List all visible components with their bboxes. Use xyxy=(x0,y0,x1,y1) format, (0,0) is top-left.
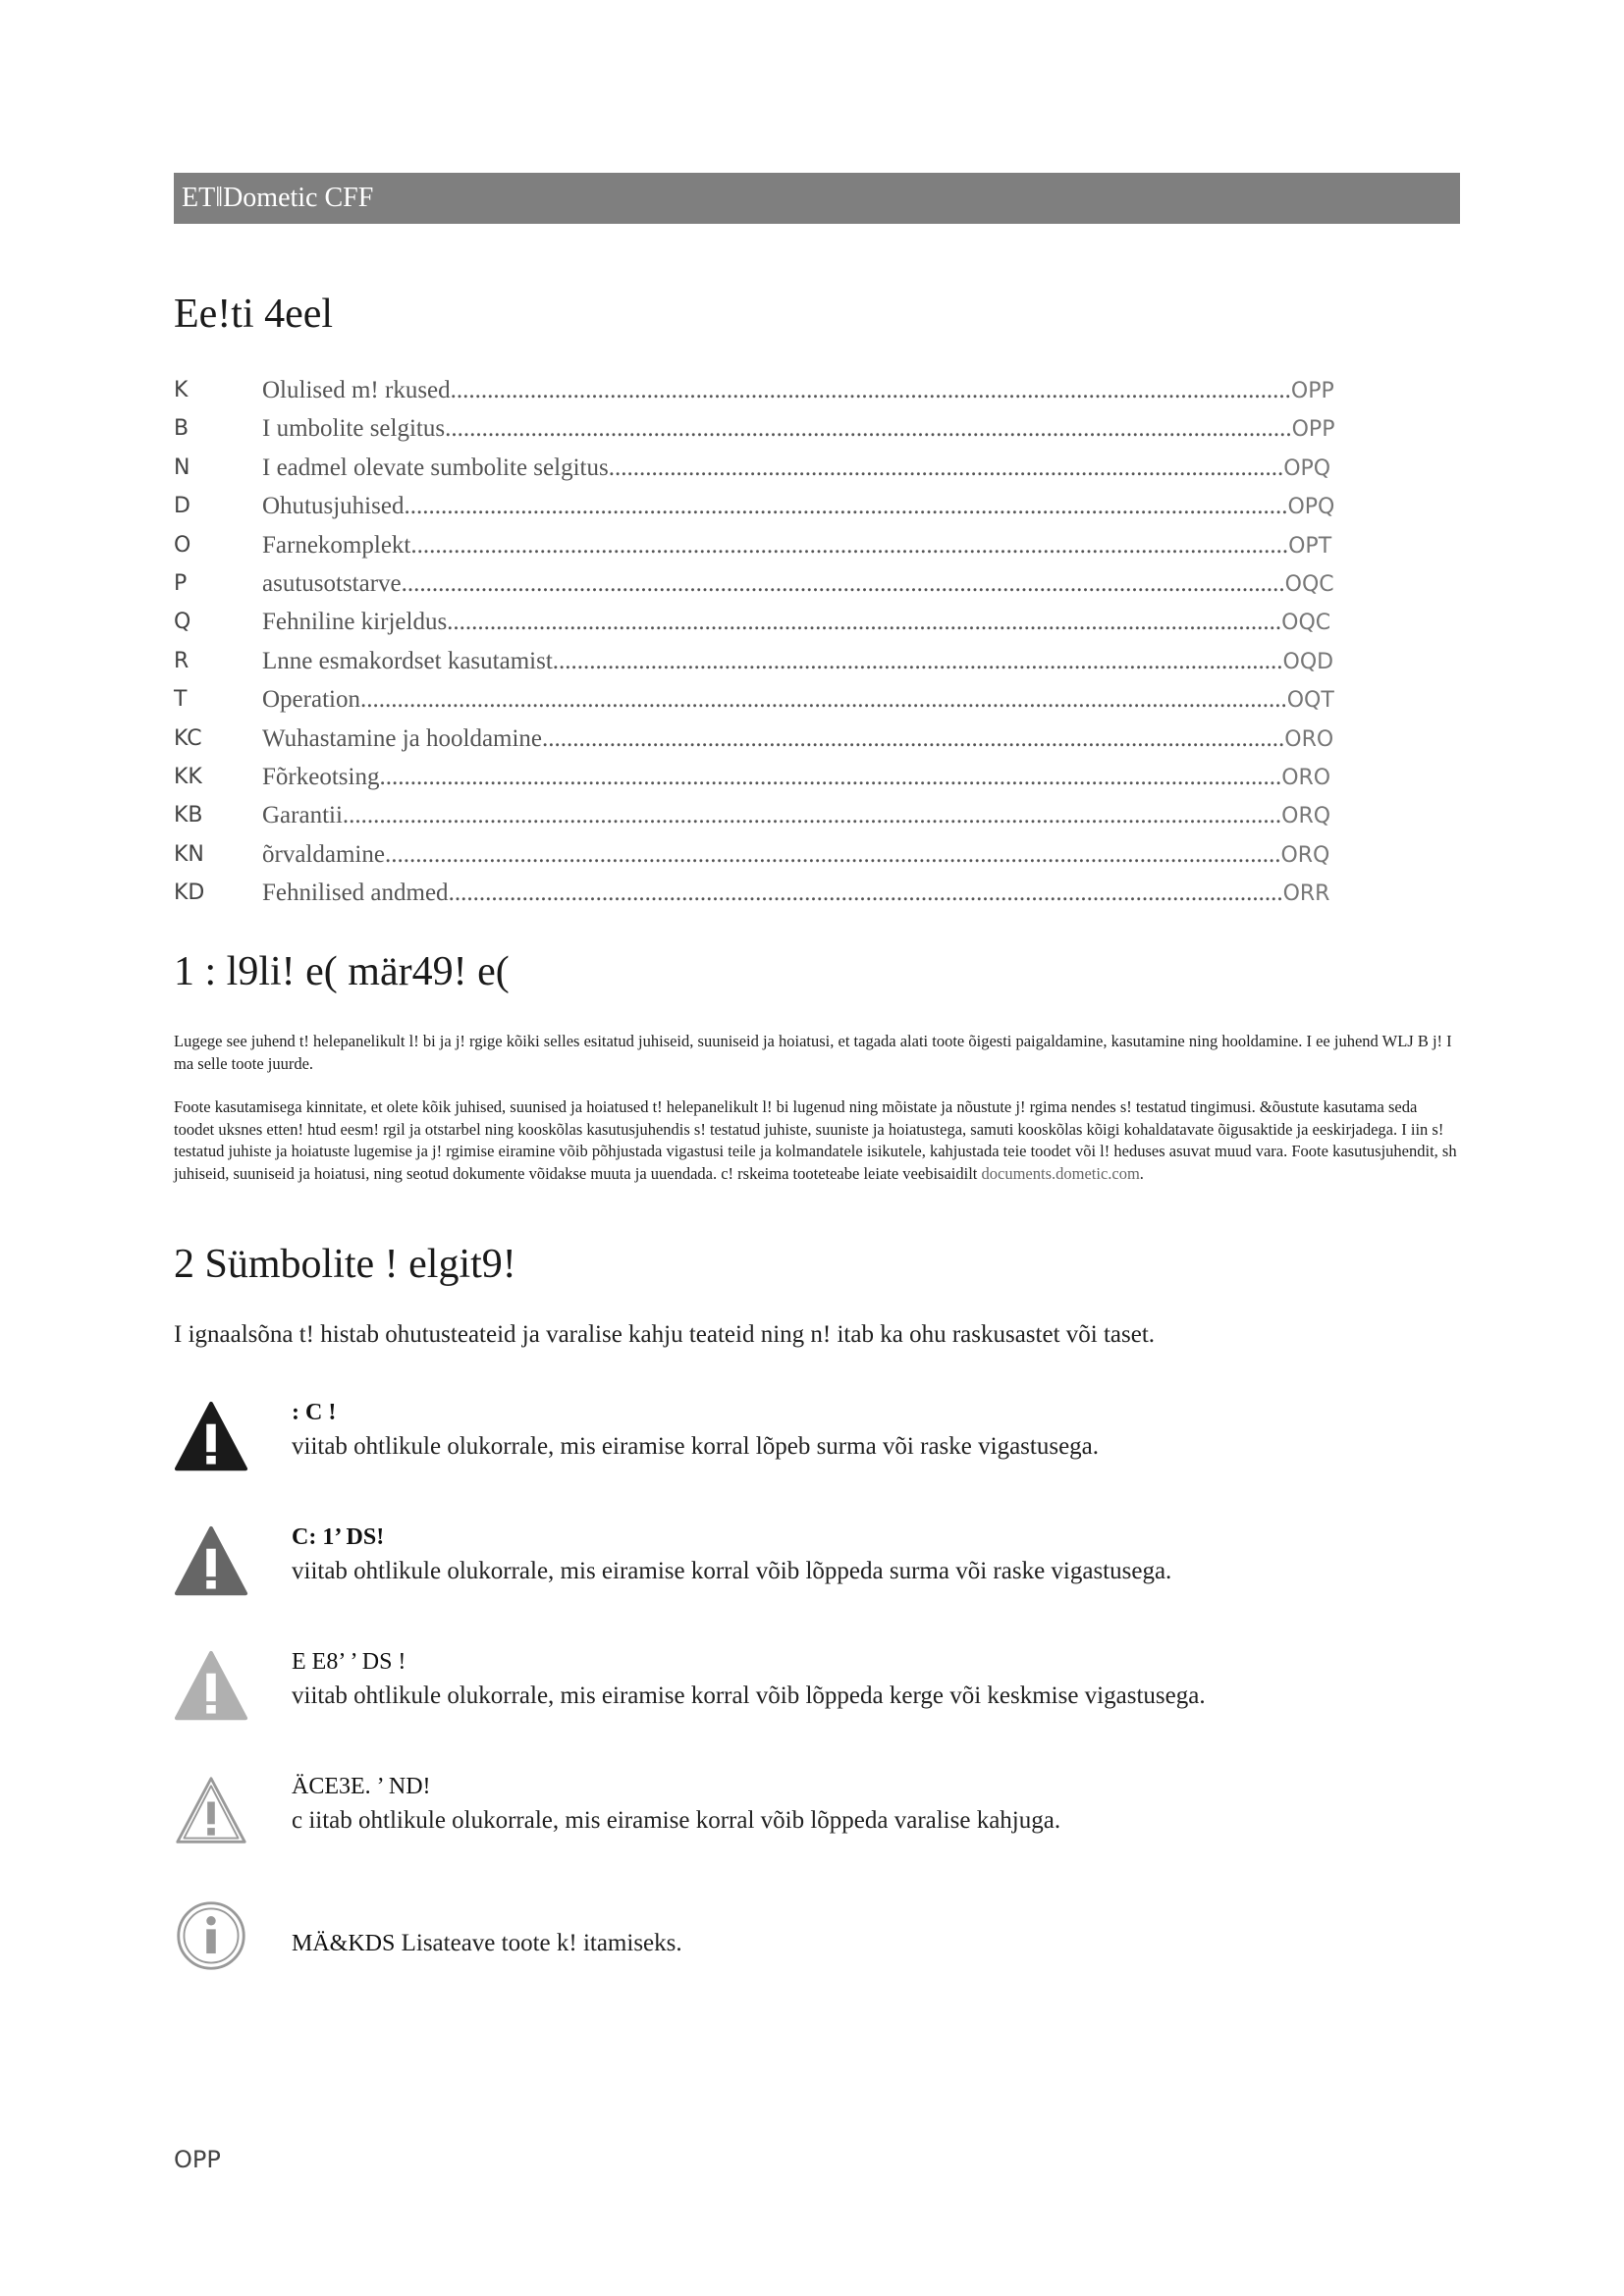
documents-link[interactable]: documents.dometic.com xyxy=(981,1163,1140,1183)
document-header-bar xyxy=(174,173,1460,224)
toc-entry-page: OQC xyxy=(1284,571,1334,597)
toc-entry-number: D xyxy=(174,494,190,519)
toc-entry-title: Lnne esmakordset kasutamist xyxy=(262,647,553,674)
toc-entry-line xyxy=(262,796,1330,835)
toc-entry[interactable] xyxy=(174,680,1352,719)
toc-entry[interactable] xyxy=(174,874,1352,912)
toc-entry-title: Fõrkeotsing xyxy=(262,763,380,790)
signal-word-warning: C: 1’ DS! xyxy=(292,1524,385,1550)
toc-entry-page: OQD xyxy=(1282,649,1334,674)
signal-notice xyxy=(174,1774,1460,1862)
toc-entry-page: OPQ xyxy=(1287,495,1335,520)
toc-entry-page: OPQ xyxy=(1283,455,1331,481)
toc-entry-title: asutusotstarve xyxy=(262,569,402,597)
toc-dot-leader: ....................................................................................................................... xyxy=(552,647,1283,674)
toc-entry-number: P xyxy=(174,570,188,596)
signal-text-danger: viitab ohtlikule olukorrale, mis eiramise korral lõpeb surma või raske vigastusega. xyxy=(292,1433,1100,1460)
toc-dot-leader: ......................................................................................................................... xyxy=(542,724,1285,752)
toc-dot-leader: ........................................................................................................................................ xyxy=(447,609,1282,636)
toc-entry-page: ORR xyxy=(1282,881,1330,907)
signal-note-line xyxy=(292,1930,682,1957)
toc-entry-line xyxy=(262,449,1330,488)
signal-text-caution: viitab ohtlikule olukorrale, mis eiramise korral võib lõppeda kerge või keskmise vigastusega. xyxy=(292,1682,1206,1709)
signal-word-caution: E E8’ ’ DS ! xyxy=(292,1649,406,1675)
toc-dot-leader: ................................................................................................................................................ xyxy=(401,569,1285,597)
toc-entry-line xyxy=(262,564,1334,604)
toc-entry[interactable] xyxy=(174,758,1352,796)
toc-entry-line xyxy=(262,409,1334,449)
toc-entry-number: KC xyxy=(174,725,202,751)
toc-entry[interactable] xyxy=(174,642,1352,680)
toc-entry-line xyxy=(262,835,1329,875)
warning-triangle-icon xyxy=(174,1774,248,1848)
toc-dot-leader: ......................................................................................................................................... xyxy=(450,377,1291,403)
toc-entry-page: OPP xyxy=(1291,417,1335,443)
toc-dot-leader: .......................................................................................................................................... xyxy=(445,415,1292,443)
toc-entry[interactable] xyxy=(174,720,1352,758)
toc-entry-page: OQC xyxy=(1281,611,1331,636)
toc-dot-leader: ........................................................................................................................................ xyxy=(448,880,1283,907)
toc-entry-number: T xyxy=(174,687,188,713)
signal-caution xyxy=(174,1649,1460,1737)
toc-dot-leader: ................................................................................................................................................... xyxy=(379,763,1282,790)
toc-entry-page: OQT xyxy=(1286,688,1334,714)
toc-entry-page: ORQ xyxy=(1281,804,1331,829)
toc-entry-title: Operation xyxy=(262,686,360,714)
toc-entry-number: KK xyxy=(174,764,202,789)
signal-word-danger: : C ! xyxy=(292,1400,337,1425)
toc-entry-title: Fehnilised andmed xyxy=(262,880,449,907)
warning-triangle-icon xyxy=(174,1400,248,1474)
toc-entry-number: KB xyxy=(174,803,203,828)
toc-entry-number: R xyxy=(174,648,189,673)
toc-entry[interactable] xyxy=(174,526,1352,564)
toc-entry-line xyxy=(262,371,1334,410)
section-1-heading: 1 : l9li! e( mär49! e( xyxy=(174,949,510,994)
toc-entry-line xyxy=(262,642,1333,681)
signal-note xyxy=(174,1898,1460,1987)
signal-text-note: Lisateave toote k! itamiseks. xyxy=(395,1930,682,1956)
toc-dot-leader: ....................................................................................................................................................... xyxy=(359,686,1287,714)
toc-entry-number: KN xyxy=(174,841,204,867)
signal-text-warning: viitab ohtlikule olukorrale, mis eiramise korral võib lõppeda surma või raske vigastusega. xyxy=(292,1558,1172,1584)
signal-danger xyxy=(174,1400,1460,1488)
toc-entry-number: K xyxy=(174,378,189,402)
page-number: OPP xyxy=(174,2146,221,2173)
toc-entry-title: õrvaldamine xyxy=(262,840,385,868)
paragraph-2-text: Foote kasutamisega kinnitate, et olete kõik juhised, suunised ja hoiatused t! helepanelikult l! bi lugenud ning mõistate ja nõustute j! rgima nendes s! testatud tingimusi. &õustute kasutama seda toodet uksnes etten! htud eesm! rgil ja otstarbel ning kooskõlas kasutusjuhendis s! testatud juhiste, suuniste ja hoiatustega, samuti kooskõlas kõigi kohaldatavate õigusaktide ja eeskirjadega. I iin s! testatud juhiste ja hoiatuste lugemise ja j! rgimise eiramine võib põhjustada vigastusi teile ja kolmandatele isikutele, kahjustada teie toodet või l! heduses asuvat muud vara. Foote kasutusjuhendit, sh juhiseid, suuniseid ja hoiatusi, ning seotud dokumente võidakse muuta ja uuendada. c! rskeima tooteteabe leiate veebisaidilt xyxy=(174,1097,1457,1183)
toc-entry-title: Farnekomplekt xyxy=(262,531,411,559)
toc-entry-line xyxy=(262,720,1333,759)
toc-entry-title: Ohutusjuhised xyxy=(262,493,405,520)
toc-entry-page: ORO xyxy=(1281,765,1331,790)
toc-entry-page: OPT xyxy=(1288,533,1332,559)
section-1-paragraph-1: Lugege see juhend t! helepanelikult l! bi ja j! rgige kõiki selles esitatud juhiseid, suuniseid ja hoiatusi, et tagada alati toote õigesti paigaldamine, kasutamine ning hooldamine. I ee juhend WLJ B j! I ma selle toote juurde. xyxy=(174,1032,1452,1073)
toc-entry-title: Wuhastamine ja hooldamine xyxy=(262,724,543,752)
toc-entry-number: KD xyxy=(174,881,205,906)
toc-entry-line xyxy=(262,758,1330,797)
toc-entry-number: N xyxy=(174,454,190,480)
toc-entry-line xyxy=(262,487,1334,526)
toc-entry[interactable] xyxy=(174,564,1352,603)
toc-entry[interactable] xyxy=(174,449,1352,487)
toc-dot-leader: ................................................................................................................................................ xyxy=(404,493,1288,520)
toc-entry-title: I umbolite selgitus xyxy=(262,415,446,443)
toc-entry[interactable] xyxy=(174,371,1352,409)
signal-word-note: MÄ&KDS xyxy=(292,1931,396,1956)
toc-heading: Ee!ti 4eel xyxy=(174,292,334,337)
table-of-contents xyxy=(174,371,1352,912)
toc-entry[interactable] xyxy=(174,409,1352,448)
toc-entry-title: I eadmel olevate sumbolite selgitus xyxy=(262,454,609,481)
toc-entry-line xyxy=(262,680,1334,720)
toc-entry-number: Q xyxy=(174,610,191,635)
toc-entry[interactable] xyxy=(174,796,1352,834)
toc-entry-page: ORO xyxy=(1284,726,1334,752)
toc-entry-number: O xyxy=(174,532,191,558)
toc-entry-line xyxy=(262,526,1331,565)
warning-triangle-icon xyxy=(174,1524,248,1599)
toc-dot-leader: ......................................................................................................................................................... xyxy=(342,802,1282,829)
toc-entry-page: OPP xyxy=(1290,379,1334,403)
toc-entry-title: Garantii xyxy=(262,802,343,829)
section-2-heading: 2 Sümbolite ! elgit9! xyxy=(174,1242,516,1287)
toc-dot-leader: ............................................................................................................................................... xyxy=(410,531,1289,559)
signal-text-notice: c iitab ohtlikule olukorrale, mis eiramise korral võib lõppeda varalise kahjuga. xyxy=(292,1807,1061,1834)
warning-triangle-icon xyxy=(174,1649,248,1724)
paragraph-2-end: . xyxy=(1139,1163,1144,1183)
toc-entry-line xyxy=(262,874,1329,913)
toc-entry[interactable] xyxy=(174,603,1352,641)
signal-words-intro: I ignaalsõna t! histab ohutusteateid ja varalise kahju teateid ning n! itab ka ohu raskusastet või taset. xyxy=(174,1321,1156,1348)
toc-entry[interactable] xyxy=(174,835,1352,874)
signal-warning xyxy=(174,1524,1460,1613)
info-circle-icon xyxy=(174,1898,248,1973)
toc-dot-leader: .............................................................................................................. xyxy=(608,454,1284,481)
toc-entry-page: ORQ xyxy=(1280,842,1330,868)
document-header-title: ET‖Dometic CFF xyxy=(182,183,374,213)
toc-entry-number: B xyxy=(174,416,189,442)
toc-dot-leader: .................................................................................................................................................. xyxy=(384,840,1281,868)
toc-entry[interactable] xyxy=(174,487,1352,525)
section-1-paragraph-2 xyxy=(174,1096,1460,1185)
signal-word-notice: ÄCE3E. ’ ND! xyxy=(292,1774,431,1799)
toc-entry-line xyxy=(262,603,1330,642)
toc-entry-title: Fehniline kirjeldus xyxy=(262,609,448,636)
toc-entry-title: Olulised m! rkused xyxy=(262,377,451,403)
